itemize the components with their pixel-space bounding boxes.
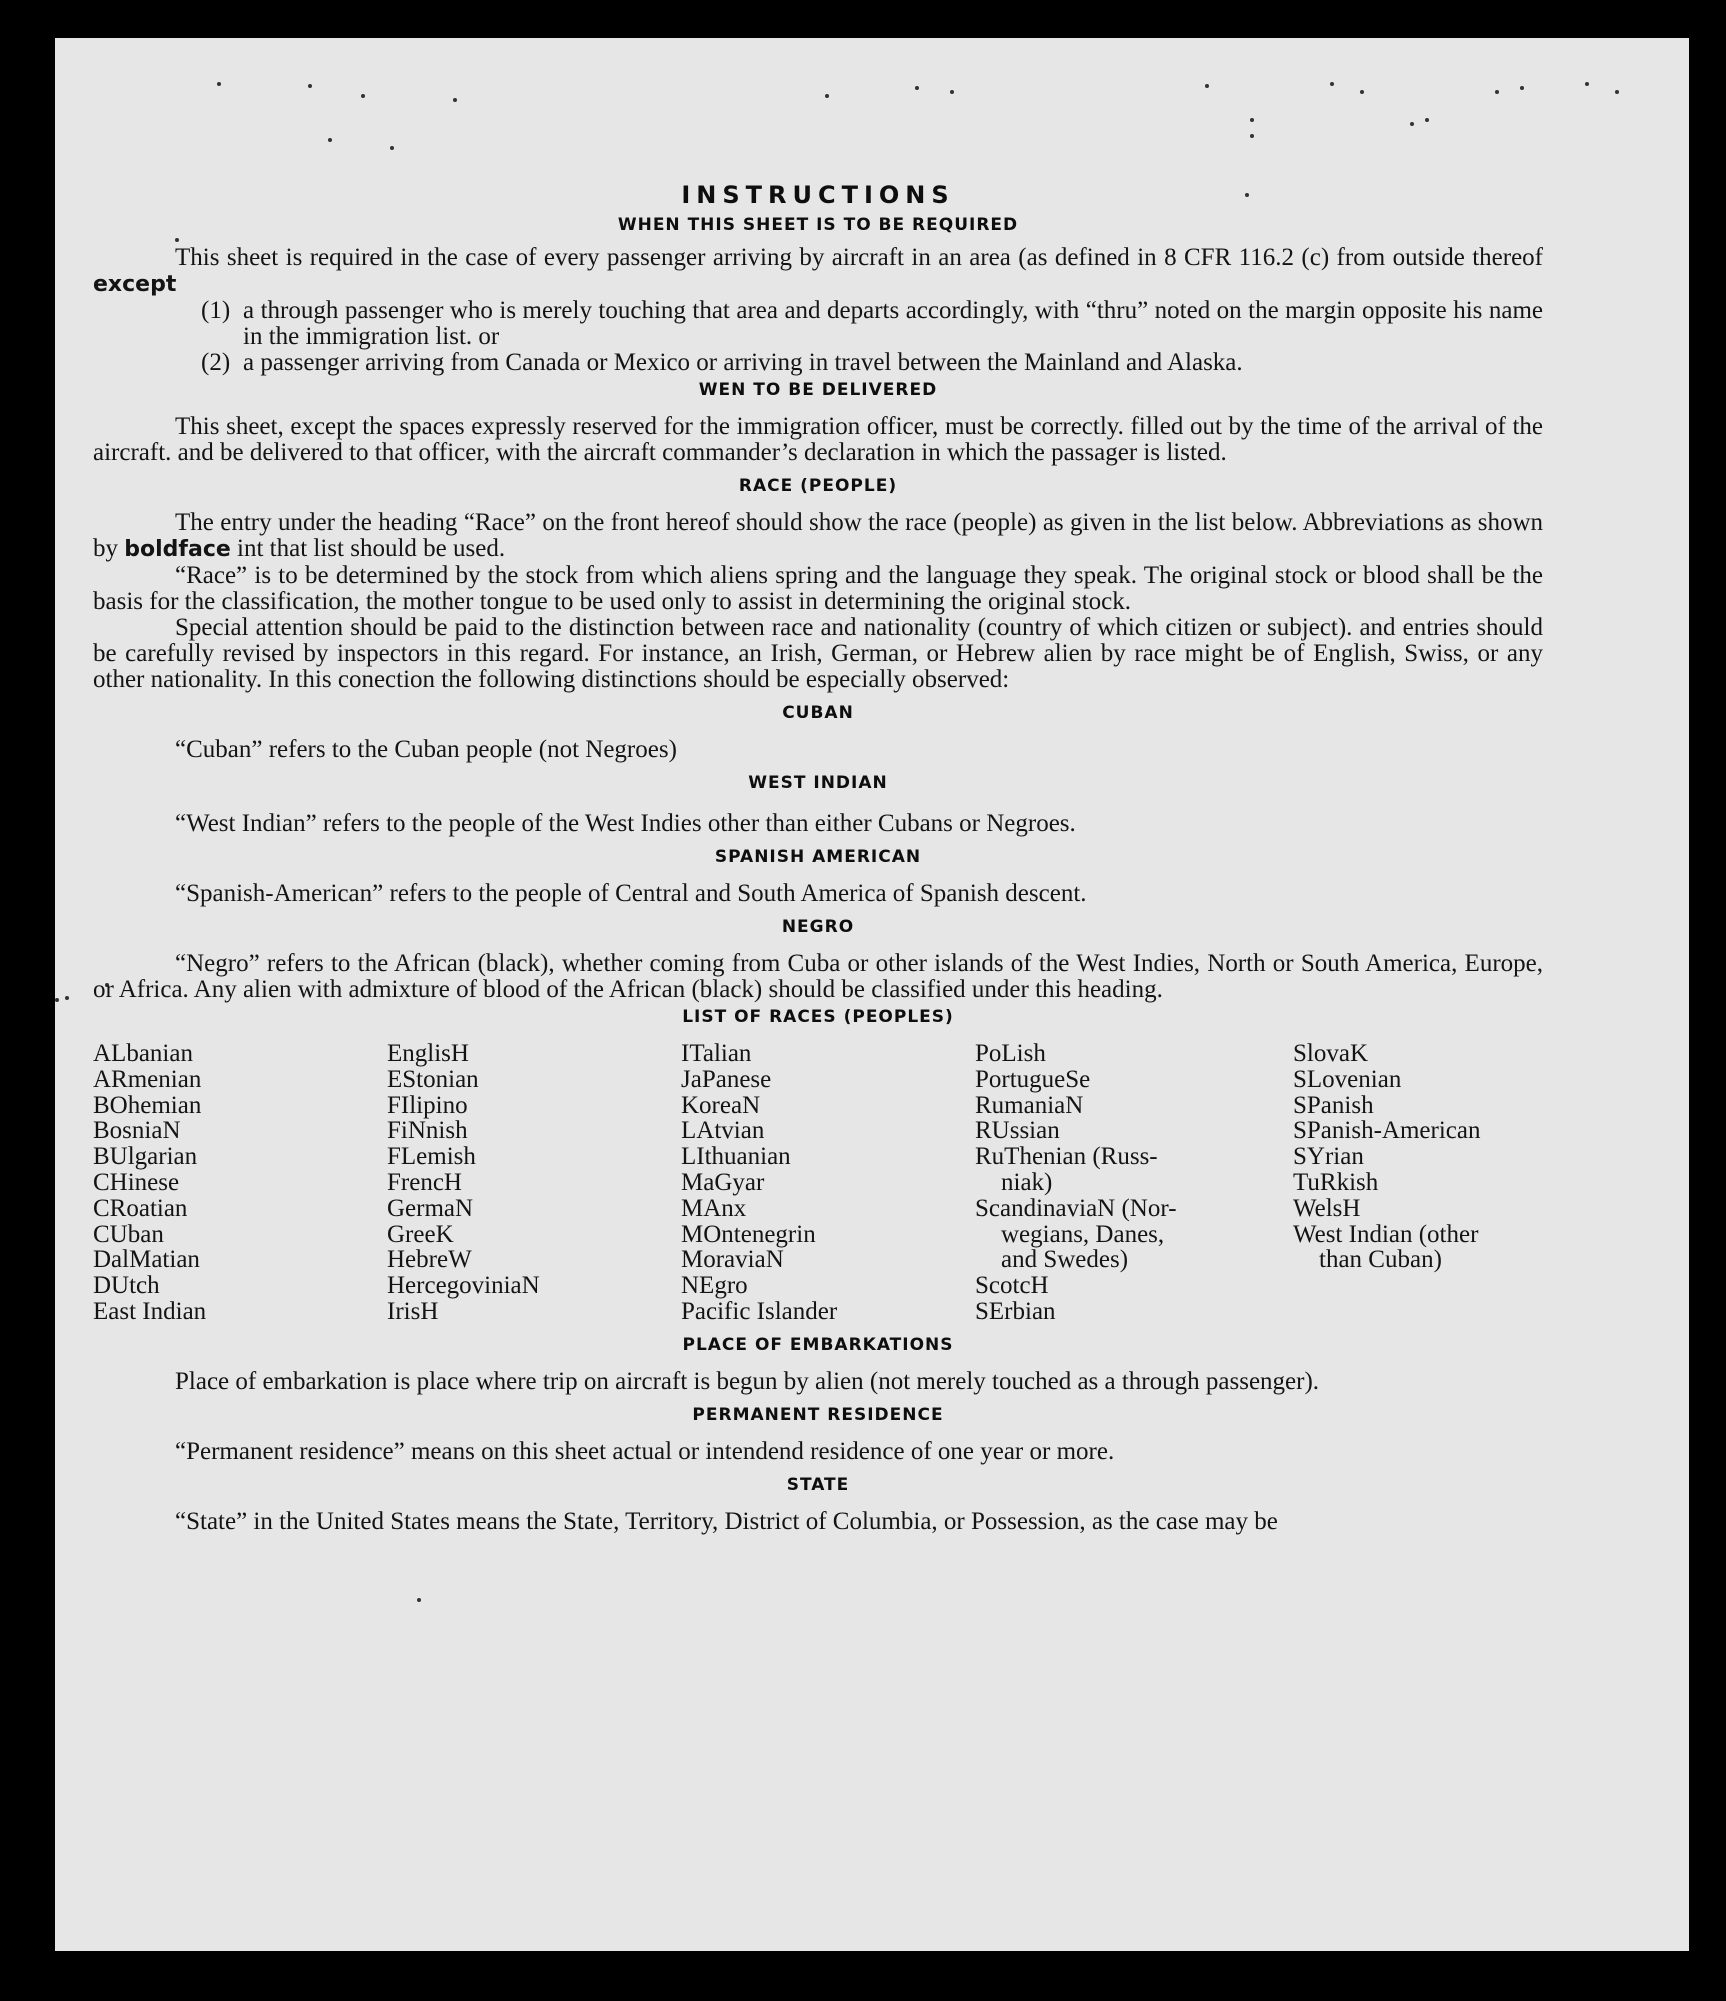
document-page bbox=[55, 38, 1689, 1951]
except-bold: except bbox=[93, 272, 177, 297]
heading-west-indian: WEST INDIAN bbox=[748, 773, 888, 793]
list-item: MoraviaN bbox=[681, 1246, 784, 1274]
list-item: MAnx bbox=[681, 1194, 747, 1222]
heading-delivered: WEN TO BE DELIVERED bbox=[698, 380, 938, 400]
exception-item-1: (1) a through passenger who is merely touching that area and departs accordingly, with “thru” noted on the margin opposite his name in the immigration list. or bbox=[201, 297, 1543, 350]
list-item: LIthuanian bbox=[681, 1143, 791, 1171]
list-item: FrencH bbox=[387, 1168, 462, 1196]
list-item: BUlgarian bbox=[93, 1143, 198, 1171]
list-item: GermaN bbox=[387, 1194, 474, 1222]
list-item: EStonian bbox=[387, 1065, 479, 1093]
list-item: DalMatian bbox=[93, 1246, 200, 1274]
list-item: SPanish bbox=[1293, 1091, 1374, 1119]
list-item: RumaniaN bbox=[975, 1091, 1084, 1119]
races-column-5 bbox=[1293, 1041, 1543, 1325]
list-item: MOntenegrin bbox=[681, 1220, 816, 1248]
list-item: KoreaN bbox=[681, 1091, 761, 1119]
list-item: SErbian bbox=[975, 1297, 1056, 1325]
list-item: DUtch bbox=[93, 1272, 160, 1300]
races-column-4 bbox=[975, 1041, 1293, 1325]
list-item: CHinese bbox=[93, 1168, 180, 1196]
heading-spanish-american: SPANISH AMERICAN bbox=[714, 847, 922, 867]
heading-list-of-races: LIST OF RACES (PEOPLES) bbox=[682, 1007, 954, 1027]
list-item: WelsH bbox=[1293, 1194, 1361, 1222]
race-paragraph-1: The entry under the heading “Race” on the front hereof should show the race (people) as given in the list below. Abbreviations as shown by boldface int that list should be used. bbox=[93, 509, 1543, 562]
list-item: CRoatian bbox=[93, 1194, 188, 1222]
list-item: SlovaK bbox=[1293, 1040, 1368, 1067]
list-item: GreeK bbox=[387, 1220, 454, 1248]
list-item: MaGyar bbox=[681, 1168, 765, 1196]
list-item: FLemish bbox=[387, 1143, 476, 1171]
list-item: TuRkish bbox=[1293, 1168, 1379, 1196]
list-item: NEgro bbox=[681, 1272, 748, 1300]
list-item: niak) bbox=[1001, 1168, 1053, 1196]
list-item: HercegoviniaN bbox=[387, 1272, 540, 1300]
race-paragraph-3: Special attention should be paid to the distinction between race and nationality (country of which citizen or subject). and entries should be carefully revised by inspectors in this regard. For instance, an Irish, German, or Hebrew alien by race might be of English, Swiss, or any other nationality. In this conection the following distinctions should be especially observed: bbox=[93, 614, 1543, 693]
cuban-text: “Cuban” refers to the Cuban people (not Negroes) bbox=[175, 736, 677, 763]
list-item: RuThenian (Russ- bbox=[975, 1143, 1158, 1171]
list-item: BOhemian bbox=[93, 1091, 202, 1119]
embarkation-text: Place of embarkation is place where trip on aircraft is begun by alien (not merely touched as a through passenger). bbox=[175, 1367, 1320, 1395]
list-item: CUban bbox=[93, 1220, 164, 1248]
list-item: SPanish-American bbox=[1293, 1117, 1481, 1145]
list-item: West Indian (other bbox=[1293, 1220, 1479, 1248]
when-required-intro: This sheet is required in the case of every passenger arriving by aircraft in an area (as defined in 8 CFR 116.2 (c) from outside thereof except bbox=[93, 244, 1543, 297]
negro-text: “Negro” refers to the African (black), whether coming from Cuba or other islands of the West Indies, North or South America, Europe, or Africa. Any alien with admixture of blood of the African (black) should be classified under this heading. bbox=[93, 950, 1543, 1003]
heading-race: RACE (PEOPLE) bbox=[738, 476, 898, 496]
list-item: RUssian bbox=[975, 1117, 1060, 1145]
list-item: BosniaN bbox=[93, 1117, 181, 1145]
races-column-1 bbox=[93, 1041, 387, 1325]
heading-negro: NEGRO bbox=[781, 917, 855, 937]
list-item: JaPanese bbox=[681, 1065, 772, 1093]
spanish-american-text: “Spanish-American” refers to the people of Central and South America of Spanish descent. bbox=[175, 880, 1087, 907]
west-indian-text: “West Indian” refers to the people of the West Indies other than either Cubans or Negroes. bbox=[175, 810, 1076, 837]
list-item: SYrian bbox=[1293, 1143, 1364, 1171]
list-item: LAtvian bbox=[681, 1117, 765, 1145]
heading-permanent-residence: PERMANENT RESIDENCE bbox=[692, 1404, 944, 1425]
list-item: ScandinaviaN (Nor- bbox=[975, 1194, 1177, 1222]
races-column-3 bbox=[681, 1041, 975, 1325]
boldface-bold: boldface bbox=[124, 537, 231, 562]
list-item: ScotcH bbox=[975, 1272, 1049, 1300]
list-item: ITalian bbox=[681, 1040, 752, 1067]
instructions-content bbox=[93, 181, 1543, 1535]
permanent-residence-text: “Permanent residence” means on this sheet actual or intendend residence of one year or more. bbox=[175, 1437, 1115, 1465]
list-item: Pacific Islander bbox=[681, 1297, 838, 1325]
list-item: than Cuban) bbox=[1319, 1246, 1442, 1274]
races-column-2 bbox=[387, 1041, 681, 1325]
list-item: SLovenian bbox=[1293, 1065, 1402, 1093]
state-text: “State” in the United States means the State, Territory, District of Columbia, or Possession, as the case may be bbox=[175, 1507, 1278, 1535]
race-paragraph-2: “Race” is to be determined by the stock from which aliens spring and the language they speak. The original stock or blood shall be the basis for the classification, the mother tongue to be used only to assist in determining the original stock. bbox=[93, 562, 1543, 615]
list-item: and Swedes) bbox=[1001, 1246, 1129, 1274]
list-item: East Indian bbox=[93, 1297, 207, 1325]
heading-embarkation: PLACE OF EMBARKATIONS bbox=[682, 1334, 954, 1355]
exception-item-2: (2) a passenger arriving from Canada or Mexico or arriving in travel between the Mainland and Alaska. bbox=[201, 349, 1243, 376]
list-item: FIlipino bbox=[387, 1091, 468, 1119]
list-item: ALbanian bbox=[93, 1040, 193, 1067]
delivered-text: This sheet, except the spaces expressly reserved for the immigration officer, must be correctly. filled out by the time of the arrival of the aircraft. and be delivered to that officer, with the aircraft commander’s declaration in which the passager is listed. bbox=[93, 413, 1543, 466]
list-item: EnglisH bbox=[387, 1040, 469, 1067]
heading-cuban: CUBAN bbox=[782, 703, 854, 723]
list-item: wegians, Danes, bbox=[1001, 1220, 1165, 1248]
page-title: INSTRUCTIONS bbox=[681, 181, 955, 209]
list-item: PortugueSe bbox=[975, 1065, 1091, 1093]
heading-state: STATE bbox=[786, 1474, 850, 1495]
list-item: FiNnish bbox=[387, 1117, 468, 1145]
races-list bbox=[93, 1041, 1543, 1325]
heading-when-required: WHEN THIS SHEET IS TO BE REQUIRED bbox=[617, 215, 1019, 235]
list-item: HebreW bbox=[387, 1246, 472, 1274]
list-item: PoLish bbox=[975, 1040, 1046, 1067]
list-item: IrisH bbox=[387, 1297, 439, 1325]
list-item: ARmenian bbox=[93, 1065, 202, 1093]
